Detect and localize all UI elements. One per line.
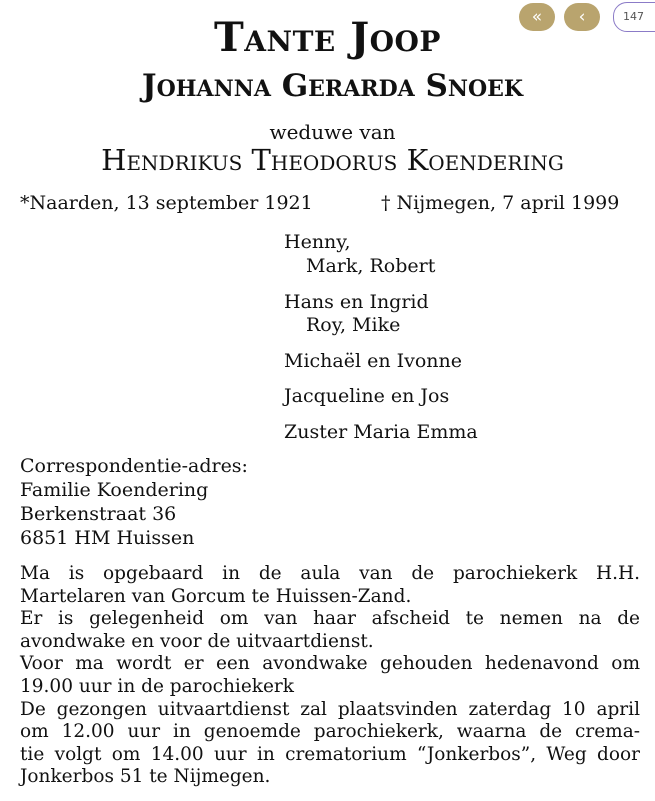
correspondence-street: Berkenstraat 36 (20, 503, 177, 525)
body-line: om 12.00 uur in genoemde parochiekerk, waarna de crema- (20, 721, 640, 743)
family-line: Mark, Robert (306, 255, 436, 277)
double-chevron-left-icon: « (531, 7, 543, 27)
body-line: tie volgt om 14.00 uur in crematorium “Jonkerbos”, Weg door (20, 743, 640, 765)
family-line: Jacqueline en Jos (284, 385, 450, 407)
family-line: Hans en Ingrid (284, 291, 429, 313)
correspondence-label: Correspondentie-adres: (20, 455, 248, 477)
body-line: Voor ma wordt er een avondwake gehouden hedenavond om (20, 653, 640, 675)
page-number: 147 (623, 10, 644, 23)
body-line: Ma is opgebaard in de aula van de parochiekerk H.H. (20, 563, 640, 584)
family-line: Henny, (284, 231, 351, 253)
body-line: Martelaren van Gorcum te Huissen-Zand. (20, 585, 412, 607)
relation-text: weduwe van (269, 120, 396, 144)
correspondence-city: 6851 HM Huissen (20, 527, 195, 549)
body-line: Jonkerbos 51 te Nijmegen. (20, 766, 271, 788)
correspondence-name: Familie Koendering (20, 479, 209, 501)
death-date: † Nijmegen, 7 april 1999 (381, 192, 620, 214)
chevron-left-icon: ‹ (578, 7, 586, 27)
birth-date: *Naarden, 13 september 1921 (20, 192, 313, 214)
body-line: De gezongen uitvaartdienst zal plaatsvinden zaterdag 10 april (20, 698, 640, 720)
name-full: Johanna Gerarda Snoek (141, 68, 524, 104)
spouse-name: Hendrikus Theodorus Koendering (101, 143, 564, 177)
family-line: Roy, Mike (306, 314, 401, 336)
name-short: Tante Joop (214, 14, 441, 61)
body-line: Er is gelegenheid om van haar afscheid te nemen na de (20, 608, 640, 630)
family-line: Zuster Maria Emma (284, 421, 478, 443)
body-line: 19.00 uur in de parochiekerk (20, 675, 294, 697)
body-line: avondwake en voor de uitvaartdienst. (20, 630, 374, 652)
funeral-details (20, 563, 640, 789)
family-line: Michaël en Ivonne (284, 350, 463, 372)
